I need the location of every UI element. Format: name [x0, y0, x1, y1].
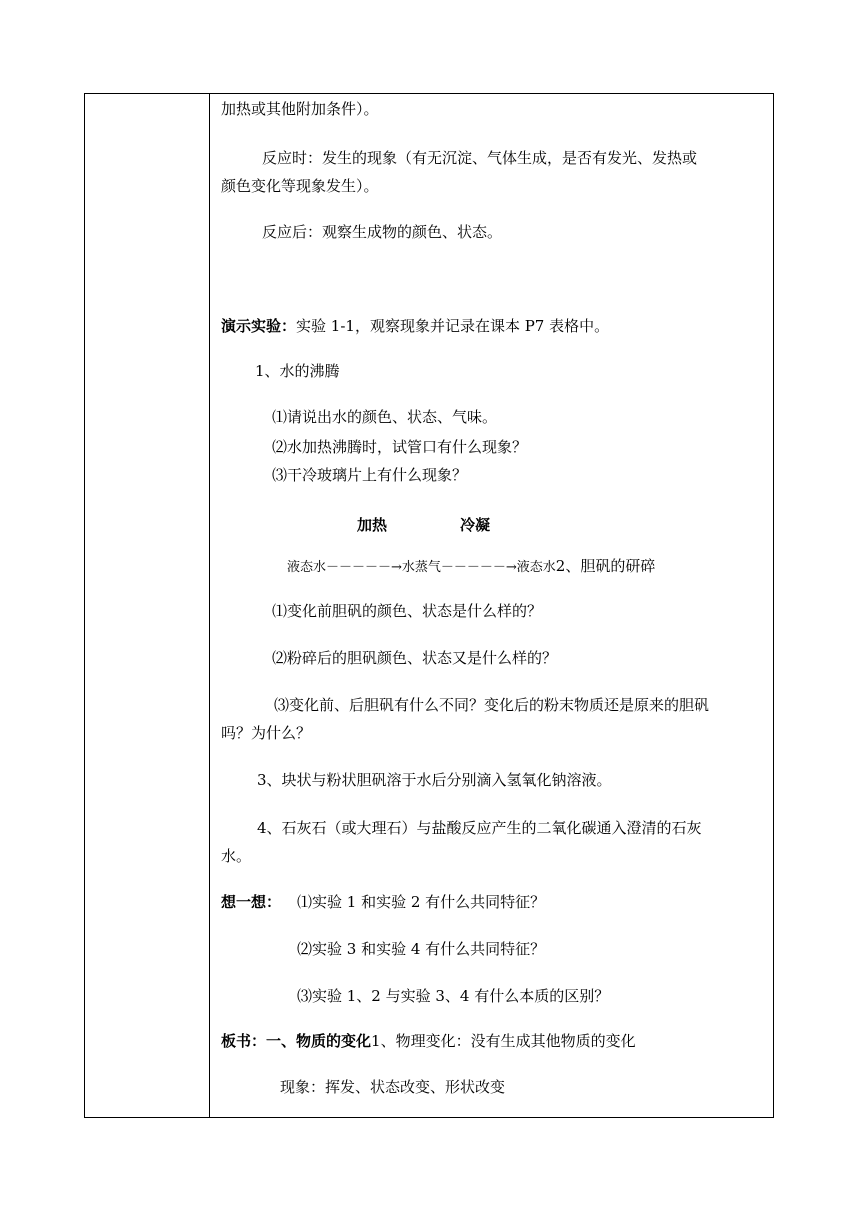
demo-label: 演示实验： — [221, 317, 297, 335]
line-color-change: 颜色变化等现象发生）。 — [221, 177, 379, 195]
line-conditions: 加热或其他附加条件）。 — [221, 100, 379, 118]
demo-text: 实验 1-1，观察现象并记录在课本 P7 表格中。 — [296, 317, 610, 335]
line-after-reaction: 反应后：观察生成物的颜色、状态。 — [262, 223, 503, 241]
question-vitriol-1: ⑴变化前胆矾的颜色、状态是什么样的？ — [272, 602, 543, 620]
board-label: 板书： — [221, 1032, 267, 1050]
left-column-cell — [85, 94, 210, 1117]
phenomena-line: 现象：挥发、状态改变、形状改变 — [280, 1078, 506, 1096]
question-water-1: ⑴请说出水的颜色、状态、气味。 — [272, 408, 498, 426]
state-change-diagram: 液态水－－－－－→水蒸气－－－－－→液态水 — [287, 560, 556, 575]
think-label: 想一想： — [221, 893, 282, 911]
board-heading: 一、物质的变化 — [266, 1032, 372, 1050]
demo-line — [221, 316, 609, 336]
question-vitriol-3b: 吗？为什么？ — [221, 724, 312, 742]
think-question-3: ⑶实验 1、2 与实验 3、4 有什么本质的区别？ — [297, 987, 610, 1005]
question-vitriol-2: ⑵粉碎后的胆矾颜色、状态又是什么样的？ — [272, 649, 558, 667]
question-vitriol-3a: ⑶变化前、后胆矾有什么不同？变化后的粉末物质还是原来的胆矾 — [274, 696, 710, 714]
think-question-1: ⑴实验 1 和实验 2 有什么共同特征？ — [297, 893, 546, 911]
item-blue-vitriol: 2、胆矾的研碎 — [555, 557, 656, 575]
heat-label: 加热 — [357, 516, 388, 534]
board-line — [221, 1031, 636, 1051]
line-during-reaction: 反应时：发生的现象（有无沉淀、气体生成，是否有发光、发热或 — [262, 149, 698, 167]
item-limestone-a: 4、石灰石（或大理石）与盐酸反应产生的二氧化碳通入澄清的石灰 — [257, 819, 702, 837]
question-water-3: ⑶干冷玻璃片上有什么现象？ — [272, 466, 468, 484]
diagram-line — [287, 556, 655, 578]
condense-label: 冷凝 — [460, 516, 491, 534]
item-sodium-hydroxide: 3、块状与粉状胆矾溶于水后分别滴入氢氧化钠溶液。 — [257, 771, 612, 789]
board-text: 1、物理变化：没有生成其他物质的变化 — [371, 1032, 636, 1050]
question-water-2: ⑵水加热沸腾时，试管口有什么现象？ — [272, 438, 528, 456]
think-question-2: ⑵实验 3 和实验 4 有什么共同特征？ — [297, 940, 546, 958]
item-water-boiling: 1、水的沸腾 — [255, 362, 340, 380]
item-limestone-b: 水。 — [221, 847, 252, 865]
